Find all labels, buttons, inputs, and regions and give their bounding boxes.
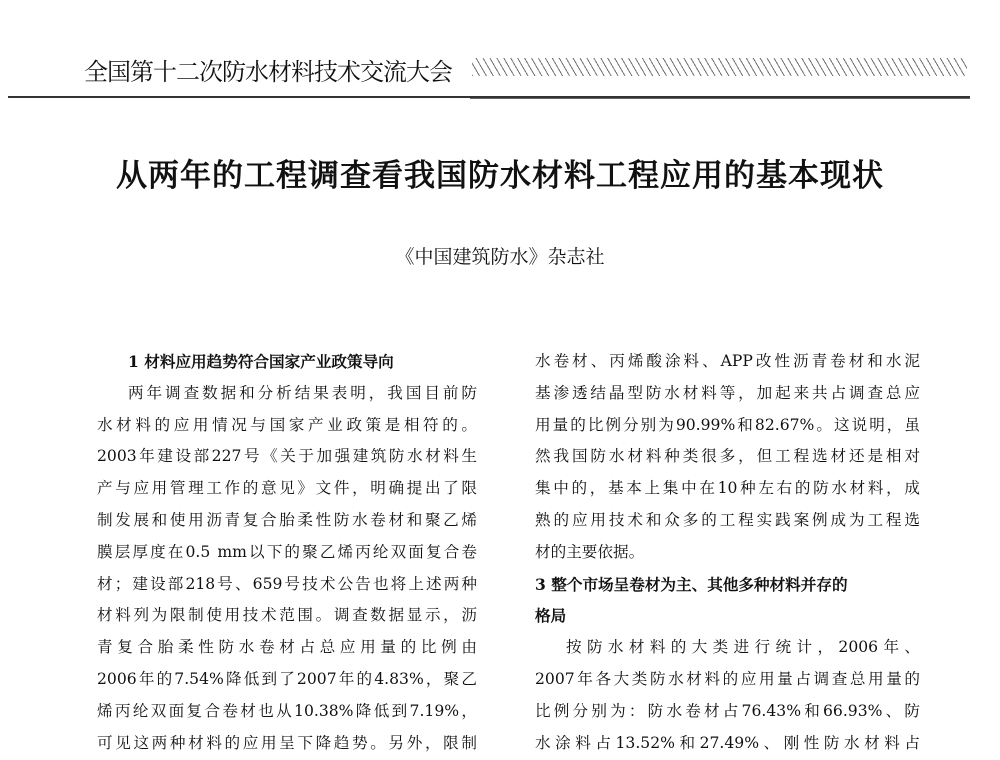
text-line: 制发展和使用沥青复合胎柔性防水卷材和聚乙烯 (97, 510, 477, 529)
text-line: 可见这两种材料的应用呈下降趋势。另外，限制 (97, 733, 477, 752)
text-line: 水卷材、丙烯酸涂料、APP改性沥青卷材和水泥 (535, 352, 920, 370)
section-heading-3-continued: 格局 (535, 606, 567, 626)
text-line: 比例分别为：防水卷材占76.43%和66.93%、防 (535, 701, 920, 720)
text-line: 产与应用管理工作的意见》文件，明确提出了限 (97, 479, 477, 498)
text-line: 两年调查数据和分析结果表明，我国目前防 (128, 383, 477, 402)
section-heading-3: 3 整个市场呈卷材为主、其他多种材料并存的 (535, 574, 848, 594)
text-line: 按防水材料的大类进行统计，2006年、 (566, 638, 920, 657)
text-line: 烯丙纶双面复合卷材也从10.38%降低到7.19%， (97, 701, 477, 720)
left-column (97, 346, 477, 759)
text-line: 集中的，基本上集中在10种左右的防水材料，成 (535, 479, 920, 498)
section-heading-1: 1 材料应用趋势符合国家产业政策导向 (128, 352, 394, 371)
text-line: 然我国防水材料种类很多，但工程选材还是相对 (535, 447, 920, 466)
conference-title: 全国第十二次防水材料技术交流大会 (84, 58, 452, 86)
text-line: 青复合胎柔性防水卷材占总应用量的比例由 (97, 638, 477, 657)
article-author: 《中国建筑防水》杂志社 (395, 246, 605, 268)
article-title: 从两年的工程调查看我国防水材料工程应用的基本现状 (116, 158, 884, 194)
text-line: 水涂料占13.52%和27.49%、刚性防水材料占 (535, 733, 920, 752)
text-line: 2006年的7.54%降低到了2007年的4.83%，聚乙 (97, 669, 477, 688)
text-line: 2007年各大类防水材料的应用量占调查总用量的 (535, 669, 920, 688)
text-line: 材的主要依据。 (535, 542, 645, 561)
text-line: 熟的应用技术和众多的工程实践案例成为工程选 (535, 510, 920, 529)
running-header (84, 52, 974, 92)
text-line: 材料列为限制使用技术范围。调查数据显示，沥 (97, 606, 477, 625)
right-column (535, 346, 920, 759)
header-rule-secondary (470, 98, 970, 99)
text-line: 基渗透结晶型防水材料等，加起来共占调查总应 (535, 383, 920, 402)
text-line: 用量的比例分别为90.99%和82.67%。这说明，虽 (535, 415, 920, 434)
header-hatch-ornament (472, 58, 967, 76)
text-line: 2003年建设部227号《关于加强建筑防水材料生 (97, 447, 477, 466)
text-line: 材；建设部218号、659号技术公告也将上述两种 (97, 574, 477, 593)
text-line: 膜层厚度在0.5 mm以下的聚乙烯丙纶双面复合卷 (97, 542, 477, 561)
text-line: 水材料的应用情况与国家产业政策是相符的。 (97, 415, 477, 434)
